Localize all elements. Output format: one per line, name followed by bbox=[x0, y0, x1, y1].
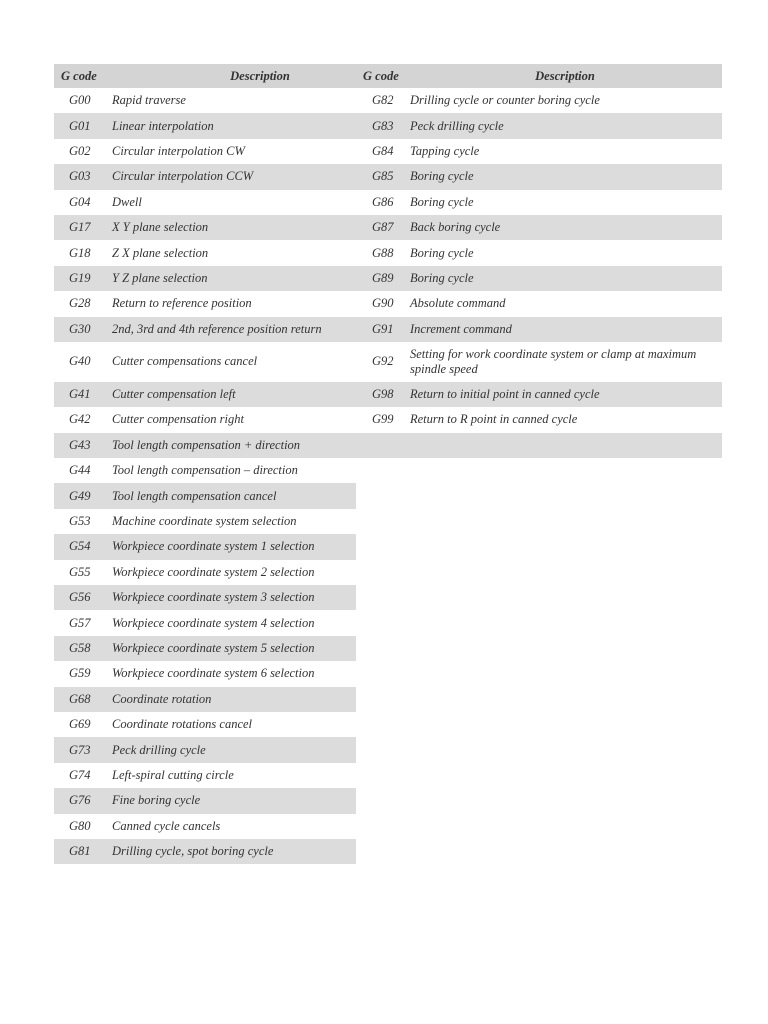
table-row bbox=[356, 88, 722, 113]
gcode-cell: G73 bbox=[69, 742, 91, 757]
description-cell: Workpiece coordinate system 6 selection bbox=[112, 666, 315, 681]
gcode-cell: G58 bbox=[69, 641, 91, 655]
gcode-cell: G42 bbox=[69, 412, 91, 427]
table-row bbox=[356, 342, 722, 382]
gcode-cell: G88 bbox=[372, 245, 394, 260]
table-row bbox=[54, 266, 356, 291]
table-row bbox=[356, 291, 722, 316]
gcode-cell: G83 bbox=[372, 118, 394, 133]
table-row bbox=[54, 534, 356, 559]
description-cell: Setting for work coordinate system or clamp at maximum spindle speed bbox=[410, 346, 697, 376]
description-cell: Absolute command bbox=[410, 296, 506, 311]
table-row bbox=[54, 291, 356, 316]
description-cell: Workpiece coordinate system 1 selection bbox=[112, 539, 315, 554]
table-row bbox=[54, 240, 356, 265]
gcode-cell: G92 bbox=[372, 354, 394, 369]
table-row bbox=[54, 88, 356, 113]
table-row bbox=[54, 712, 356, 737]
description-cell: Canned cycle cancels bbox=[112, 818, 221, 833]
table-row bbox=[54, 839, 356, 864]
gcode-cell: G74 bbox=[69, 767, 91, 782]
gcode-cell: G84 bbox=[372, 143, 394, 158]
table-row bbox=[54, 382, 356, 407]
gcode-cell: G43 bbox=[69, 437, 91, 452]
table-row bbox=[54, 737, 356, 762]
table-row bbox=[54, 814, 356, 839]
description-cell: Tool length compensation cancel bbox=[112, 488, 277, 503]
gcode-cell: G40 bbox=[69, 354, 91, 369]
gcode-cell: G53 bbox=[69, 514, 91, 529]
description-cell: Dwell bbox=[112, 194, 142, 209]
table-row bbox=[356, 139, 722, 164]
gcode-cell: G80 bbox=[69, 818, 91, 833]
table-row bbox=[54, 139, 356, 164]
description-cell: Tapping cycle bbox=[410, 143, 480, 158]
description-cell: X Y plane selection bbox=[112, 220, 209, 235]
table-row bbox=[54, 458, 356, 483]
description-cell: 2nd, 3rd and 4th reference position return bbox=[112, 321, 322, 336]
description-cell: Return to reference position bbox=[112, 296, 252, 311]
table-row bbox=[356, 215, 722, 240]
description-cell: Return to R point in canned cycle bbox=[410, 412, 578, 427]
header-description-right: Description bbox=[535, 69, 595, 83]
description-cell: Back boring cycle bbox=[410, 220, 501, 235]
gcode-cell: G85 bbox=[372, 169, 394, 184]
gcode-cell: G03 bbox=[69, 169, 91, 184]
gcode-cell: G68 bbox=[69, 691, 91, 706]
gcode-cell: G87 bbox=[372, 220, 394, 235]
table-row bbox=[54, 164, 356, 189]
description-cell: Cutter compensations cancel bbox=[112, 354, 258, 369]
description-cell: Linear interpolation bbox=[112, 118, 214, 133]
table-row bbox=[356, 317, 722, 342]
table-row bbox=[54, 407, 356, 432]
gcode-cell: G89 bbox=[372, 270, 394, 285]
description-cell: Drilling cycle, spot boring cycle bbox=[112, 844, 274, 859]
table-row bbox=[54, 342, 356, 382]
description-cell: Circular interpolation CW bbox=[112, 143, 245, 158]
gcode-cell: G54 bbox=[69, 539, 91, 554]
gcode-cell: G49 bbox=[69, 488, 91, 503]
description-cell: Increment command bbox=[410, 321, 512, 336]
description-cell: Fine boring cycle bbox=[112, 793, 201, 808]
table-row bbox=[54, 661, 356, 686]
header-description-left: Description bbox=[230, 69, 290, 83]
table-row bbox=[356, 407, 722, 432]
table-row bbox=[356, 266, 722, 291]
gcode-cell: G98 bbox=[372, 387, 394, 402]
description-cell: Return to initial point in canned cycle bbox=[410, 387, 600, 402]
table-header bbox=[54, 64, 722, 88]
table-row bbox=[54, 585, 356, 610]
description-cell: Peck drilling cycle bbox=[410, 118, 504, 133]
table-row bbox=[356, 240, 722, 265]
gcode-cell: G99 bbox=[372, 412, 394, 427]
table-row bbox=[356, 433, 722, 458]
description-cell: Y Z plane selection bbox=[112, 270, 208, 285]
description-cell: Peck drilling cycle bbox=[112, 742, 206, 757]
gcode-table-right bbox=[356, 88, 722, 458]
gcode-table-left bbox=[54, 88, 356, 864]
description-cell: Machine coordinate system selection bbox=[112, 514, 297, 529]
description-cell: Cutter compensation left bbox=[112, 387, 236, 402]
table-row bbox=[54, 190, 356, 215]
description-cell: Tool length compensation + direction bbox=[112, 437, 301, 452]
description-cell: Workpiece coordinate system 3 selection bbox=[112, 590, 315, 605]
gcode-cell: G57 bbox=[69, 615, 91, 630]
gcode-cell: G00 bbox=[69, 93, 91, 108]
gcode-cell: G59 bbox=[69, 666, 91, 681]
table-row bbox=[54, 610, 356, 635]
description-cell: Cutter compensation right bbox=[112, 412, 244, 427]
table-row bbox=[54, 483, 356, 508]
table-row bbox=[356, 190, 722, 215]
gcode-cell: G76 bbox=[69, 793, 91, 808]
gcode-cell: G30 bbox=[69, 321, 91, 336]
description-cell: Workpiece coordinate system 5 selection bbox=[112, 641, 315, 655]
gcode-cell: G17 bbox=[69, 220, 91, 235]
description-cell bbox=[410, 433, 716, 458]
gcode-cell: G82 bbox=[372, 93, 394, 108]
table-row bbox=[356, 113, 722, 138]
table-row bbox=[54, 215, 356, 240]
description-cell: Tool length compensation – direction bbox=[112, 463, 298, 478]
description-cell: Drilling cycle or counter boring cycle bbox=[410, 93, 600, 108]
gcode-cell: G81 bbox=[69, 844, 91, 859]
gcode-cell: G56 bbox=[69, 590, 91, 605]
gcode-cell: G91 bbox=[372, 321, 394, 336]
description-cell: Boring cycle bbox=[410, 169, 474, 184]
description-cell: Boring cycle bbox=[410, 245, 474, 260]
table-row bbox=[356, 164, 722, 189]
table-row bbox=[54, 636, 356, 661]
gcode-cell: G01 bbox=[69, 118, 91, 133]
table-row bbox=[54, 113, 356, 138]
description-cell: Workpiece coordinate system 4 selection bbox=[112, 615, 315, 630]
gcode-cell: G90 bbox=[372, 296, 394, 311]
description-cell: Z X plane selection bbox=[112, 245, 209, 260]
gcode-cell: G04 bbox=[69, 194, 91, 209]
table-row bbox=[54, 317, 356, 342]
table-row bbox=[54, 433, 356, 458]
gcode-cell: G55 bbox=[69, 564, 91, 579]
gcode-cell: G44 bbox=[69, 463, 91, 478]
gcode-cell: G18 bbox=[69, 245, 91, 260]
gcode-cell: G41 bbox=[69, 387, 91, 402]
description-cell: Rapid traverse bbox=[112, 93, 186, 108]
header-gcode-right: G code bbox=[363, 69, 399, 83]
description-cell: Coordinate rotation bbox=[112, 691, 212, 706]
description-cell: Boring cycle bbox=[410, 270, 474, 285]
gcode-cell: G19 bbox=[69, 270, 91, 285]
gcode-cell: G86 bbox=[372, 194, 394, 209]
table-row bbox=[54, 788, 356, 813]
description-cell: Boring cycle bbox=[410, 194, 474, 209]
table-row bbox=[356, 382, 722, 407]
table-row bbox=[54, 509, 356, 534]
description-cell: Left-spiral cutting circle bbox=[112, 767, 234, 782]
description-cell: Workpiece coordinate system 2 selection bbox=[112, 564, 315, 579]
description-cell: Coordinate rotations cancel bbox=[112, 717, 253, 732]
header-gcode-left: G code bbox=[61, 69, 97, 83]
table-row bbox=[54, 560, 356, 585]
gcode-cell: G28 bbox=[69, 296, 91, 311]
table-row bbox=[54, 763, 356, 788]
description-cell: Circular interpolation CCW bbox=[112, 169, 254, 184]
gcode-cell: G02 bbox=[69, 143, 91, 158]
table-row bbox=[54, 687, 356, 712]
gcode-cell: G69 bbox=[69, 717, 91, 732]
